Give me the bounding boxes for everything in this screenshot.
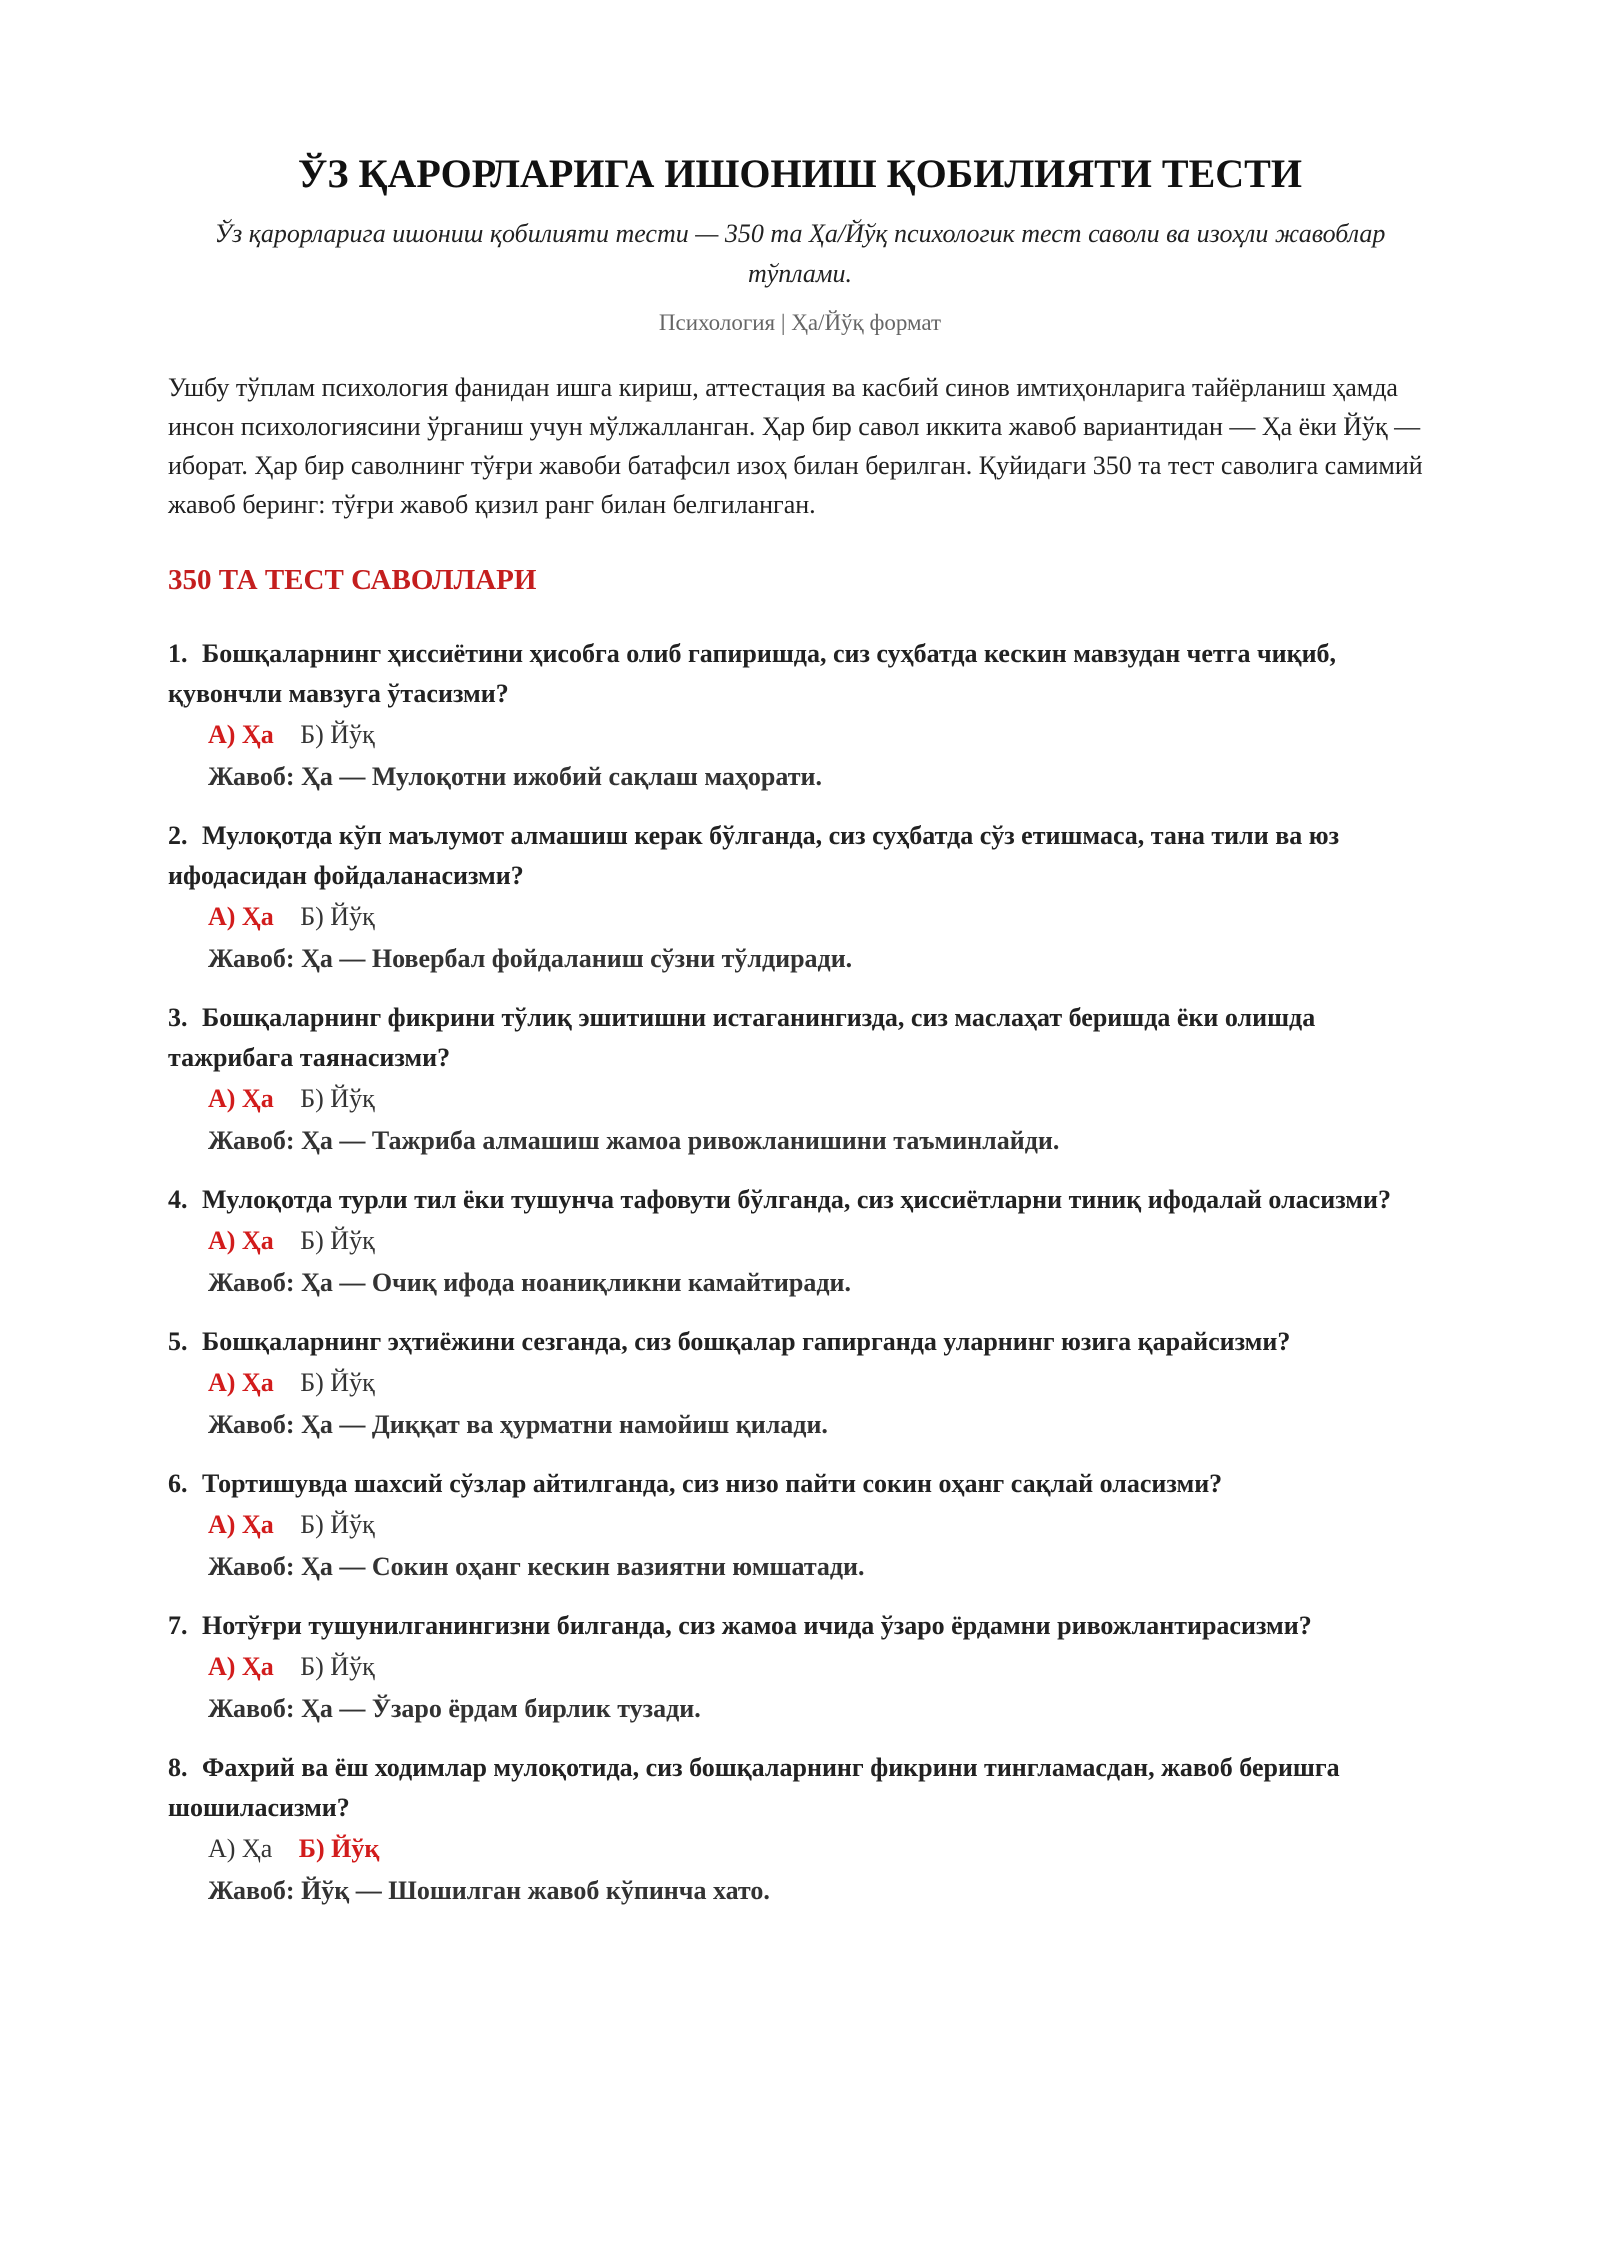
answer-options xyxy=(168,896,1432,938)
option-b[interactable]: Б) Йўқ xyxy=(300,902,375,931)
question-number: 3. xyxy=(168,1003,188,1032)
document-subtitle: Ўз қарорларига ишониш қобилияти тести — 350 та Ҳа/Йўқ психологик тест саволи ва изоҳли жавоблар тўплами. xyxy=(214,219,1386,288)
answer-explanation: Жавоб: Ҳа — Диққат ва ҳурматни намойиш қилади. xyxy=(208,1410,828,1439)
option-a[interactable]: А) Ҳа xyxy=(208,1368,274,1397)
question-statement: Бошқаларнинг эҳтиёжини сезганда, сиз бошқалар гапирганда уларнинг юзига қарайсизми? xyxy=(202,1327,1291,1356)
option-a[interactable]: А) Ҳа xyxy=(208,1226,274,1255)
option-a[interactable]: А) Ҳа xyxy=(208,1652,274,1681)
question-item xyxy=(168,816,1432,980)
option-b[interactable]: Б) Йўқ xyxy=(300,1084,375,1113)
document-title: ЎЗ ҚАРОРЛАРИГА ИШОНИШ ҚОБИЛИЯТИ ТЕСТИ xyxy=(298,151,1302,196)
question-number: 4. xyxy=(168,1185,188,1214)
question-item xyxy=(168,1606,1432,1730)
answer-explanation: Жавоб: Ҳа — Тажриба алмашиш жамоа ривожланишини таъминлайди. xyxy=(208,1126,1060,1155)
option-b[interactable]: Б) Йўқ xyxy=(300,1226,375,1255)
answer-options xyxy=(168,1362,1432,1404)
answer-explanation: Жавоб: Йўқ — Шошилган жавоб кўпинча хато. xyxy=(208,1876,770,1905)
answer-options xyxy=(168,1220,1432,1262)
answer-explanation: Жавоб: Ҳа — Сокин оҳанг кескин вазиятни юмшатади. xyxy=(208,1552,865,1581)
question-statement: Мулоқотда кўп маълумот алмашиш керак бўлганда, сиз суҳбатда сўз етишмаса, тана тили ва юз ифодасидан фойдаланасизми? xyxy=(168,821,1340,890)
question-item xyxy=(168,634,1432,798)
question-statement: Бошқаларнинг ҳиссиётини ҳисобга олиб гапиришда, сиз суҳбатда кескин мавзудан четга чиқиб, қувончли мавзуга ўтасизми? xyxy=(168,639,1337,708)
question-statement: Фахрий ва ёш ходимлар мулоқотида, сиз бошқаларнинг фикрини тингламасдан, жавоб беришга шошиласизми? xyxy=(168,1753,1340,1822)
question-text xyxy=(168,1748,1432,1828)
question-text xyxy=(168,1180,1432,1220)
question-statement: Мулоқотда турли тил ёки тушунча тафовути бўлганда, сиз ҳиссиётларни тиниқ ифодалай оласизми? xyxy=(202,1185,1391,1214)
option-a[interactable]: А) Ҳа xyxy=(208,1834,273,1863)
question-number: 8. xyxy=(168,1753,188,1782)
question-number: 5. xyxy=(168,1327,188,1356)
question-number: 6. xyxy=(168,1469,188,1498)
question-text xyxy=(168,816,1432,896)
option-a[interactable]: А) Ҳа xyxy=(208,902,274,931)
answer-options xyxy=(168,714,1432,756)
answer-explanation: Жавоб: Ҳа — Очиқ ифода ноаниқликни камайтиради. xyxy=(208,1268,851,1297)
answer-options xyxy=(168,1504,1432,1546)
question-item xyxy=(168,1748,1432,1912)
question-list xyxy=(168,634,1432,1912)
question-text xyxy=(168,1606,1432,1646)
intro-paragraph: Ушбу тўплам психология фанидан ишга кириш, аттестация ва касбий синов имтиҳонларига тайёрланиш ҳамда инсон психологиясини ўрганиш учун мўлжалланган. Ҳар бир савол иккита жавоб вариантидан — Ҳа ёки Йўқ — иборат. Ҳар бир саволнинг тўғри жавоби батафсил изоҳ билан берилган. Қуйидаги 350 та тест саволига самимий жавоб беринг: тўғри жавоб қизил ранг билан белгиланган. xyxy=(168,373,1423,519)
question-statement: Нотўғри тушунилганингизни билганда, сиз жамоа ичида ўзаро ёрдамни ривожлантирасизми? xyxy=(202,1611,1312,1640)
option-a[interactable]: А) Ҳа xyxy=(208,720,274,749)
answer-options xyxy=(168,1078,1432,1120)
question-text xyxy=(168,1322,1432,1362)
category-meta: Психология | Ҳа/Йўқ формат xyxy=(658,310,942,335)
question-item xyxy=(168,998,1432,1162)
answer-explanation: Жавоб: Ҳа — Новербал фойдаланиш сўзни тўлдиради. xyxy=(208,944,853,973)
option-b[interactable]: Б) Йўқ xyxy=(300,1368,375,1397)
question-statement: Тортишувда шахсий сўзлар айтилганда, сиз низо пайти сокин оҳанг сақлай оласизми? xyxy=(202,1469,1223,1498)
option-a[interactable]: А) Ҳа xyxy=(208,1510,274,1539)
question-item xyxy=(168,1464,1432,1588)
answer-explanation: Жавоб: Ҳа — Ўзаро ёрдам бирлик тузади. xyxy=(208,1694,701,1723)
question-item xyxy=(168,1322,1432,1446)
section-heading: 350 ТА ТЕСТ САВОЛЛАРИ xyxy=(168,564,537,596)
answer-explanation: Жавоб: Ҳа — Мулоқотни ижобий сақлаш маҳорати. xyxy=(208,762,822,791)
question-number: 7. xyxy=(168,1611,188,1640)
option-b[interactable]: Б) Йўқ xyxy=(300,1652,375,1681)
answer-options xyxy=(168,1828,1432,1870)
question-text xyxy=(168,1464,1432,1504)
answer-options xyxy=(168,1646,1432,1688)
option-b[interactable]: Б) Йўқ xyxy=(300,720,375,749)
question-number: 2. xyxy=(168,821,188,850)
question-item xyxy=(168,1180,1432,1304)
option-b[interactable]: Б) Йўқ xyxy=(298,1834,380,1863)
option-b[interactable]: Б) Йўқ xyxy=(300,1510,375,1539)
question-text xyxy=(168,634,1432,714)
question-number: 1. xyxy=(168,639,188,668)
option-a[interactable]: А) Ҳа xyxy=(208,1084,274,1113)
question-text xyxy=(168,998,1432,1078)
question-statement: Бошқаларнинг фикрини тўлиқ эшитишни истаганингизда, сиз маслаҳат беришда ёки олишда тажрибага таянасизми? xyxy=(168,1003,1316,1072)
